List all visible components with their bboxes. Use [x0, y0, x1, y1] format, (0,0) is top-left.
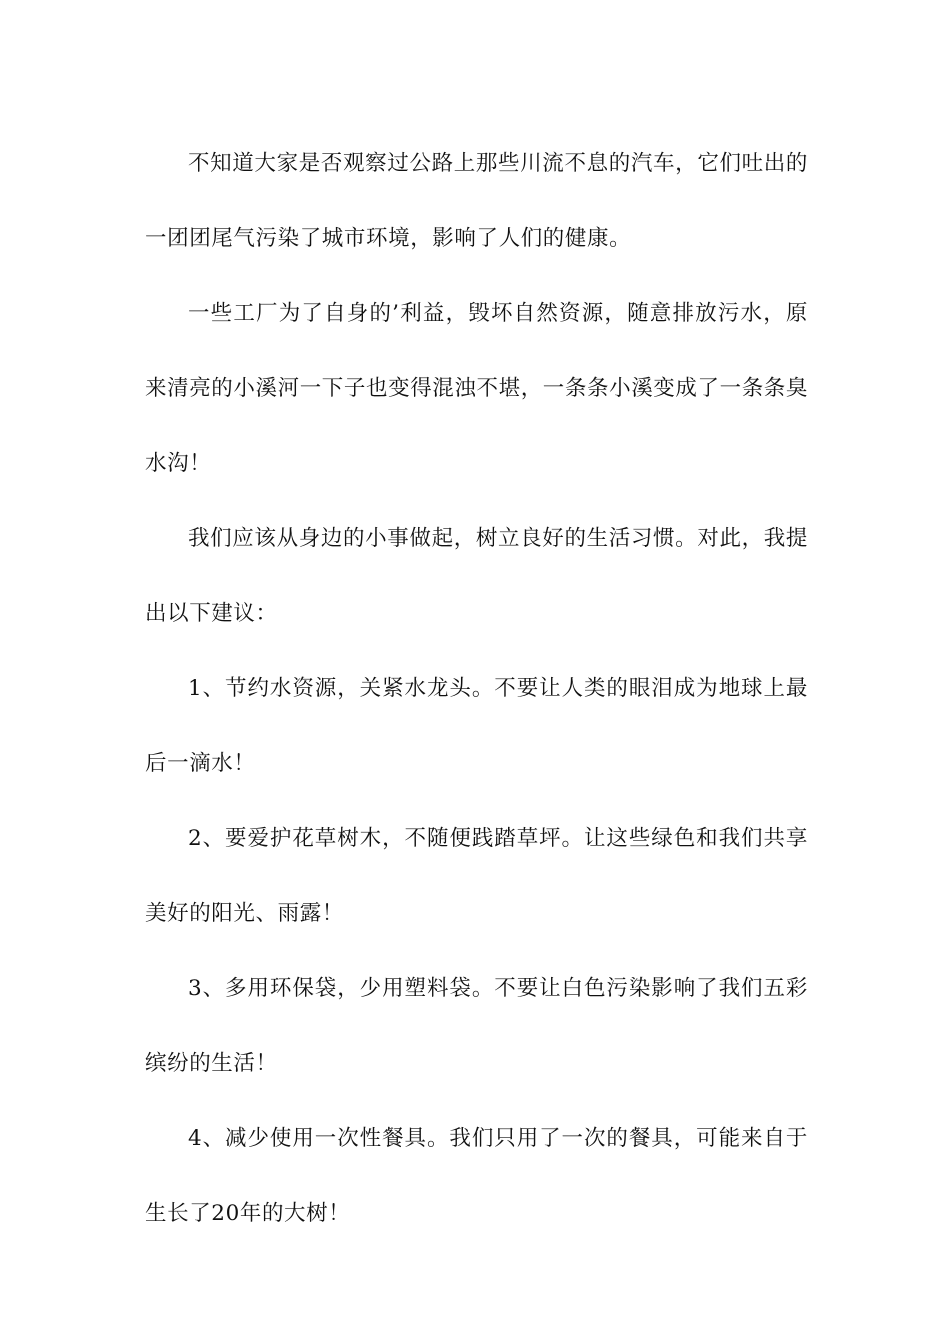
paragraph-car-exhaust: 不知道大家是否观察过公路上那些川流不息的汽车，它们吐出的一团团尾气污染了城市环境，影响了人们的健康。	[145, 151, 808, 251]
paragraph-suggestion-4: 4、减少使用一次性餐具。我们只用了一次的餐具，可能来自于生长了20年的大树！	[145, 1126, 808, 1226]
paragraph-suggestion-1: 1、节约水资源，关紧水龙头。不要让人类的眼泪成为地球上最后一滴水！	[145, 676, 808, 776]
paragraph-suggestion-2: 2、要爱护花草树木，不随便践踏草坪。让这些绿色和我们共享美好的阳光、雨露！	[145, 826, 808, 926]
paragraph-factory-pollution: 一些工厂为了自身的’利益，毁坏自然资源，随意排放污水，原来清亮的小溪河一下子也变得混浊不堪，一条条小溪变成了一条条臭水沟！	[145, 301, 809, 476]
document-body	[145, 126, 808, 1251]
paragraph-suggestion-3: 3、多用环保袋，少用塑料袋。不要让白色污染影响了我们五彩缤纷的生活！	[145, 976, 808, 1076]
paragraph-habits-intro: 我们应该从身边的小事做起，树立良好的生活习惯。对此，我提出以下建议：	[145, 526, 808, 626]
